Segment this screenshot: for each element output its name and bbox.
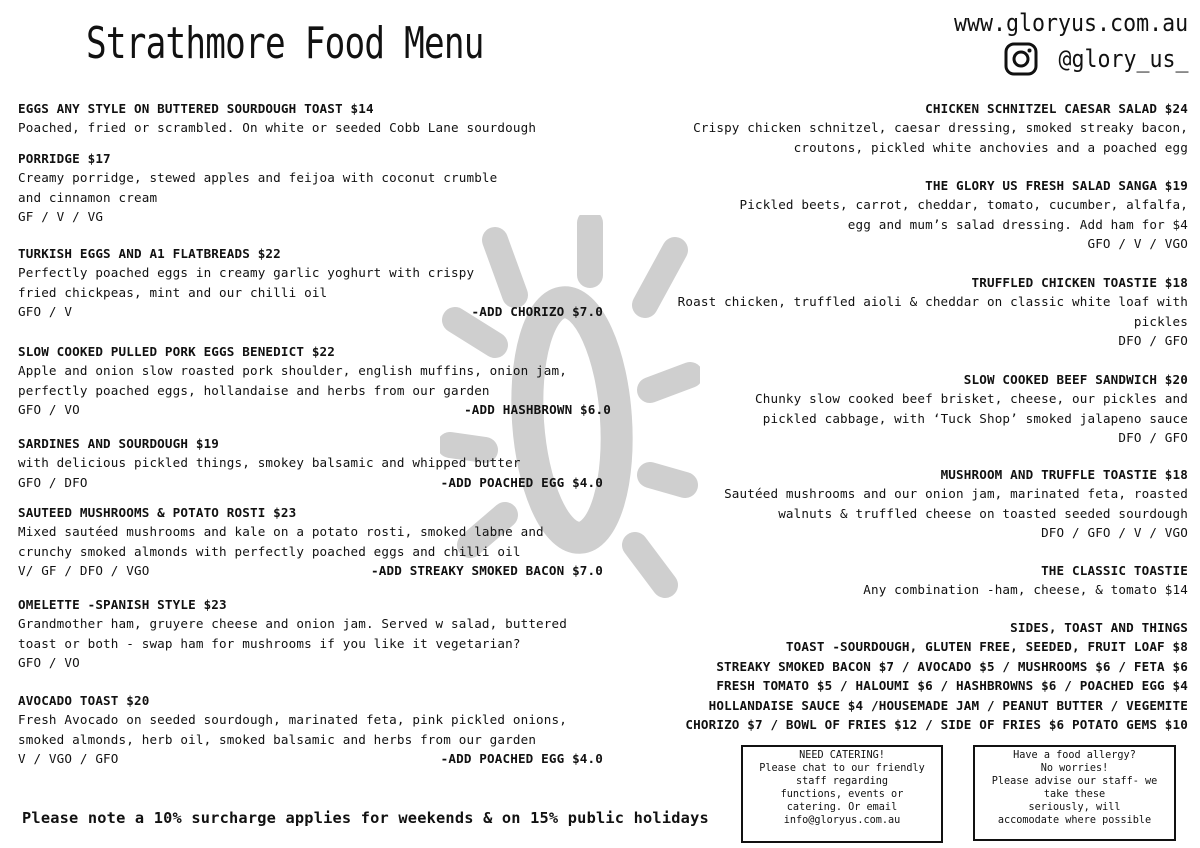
instagram-icon [1004, 42, 1038, 76]
menu-item-description: Chunky slow cooked beef brisket, cheese, our pickles and pickled cabbage, with ‘Tuck Shop’ smoked jalapeno sauce [755, 391, 1188, 426]
menu-item [18, 342, 613, 420]
menu-item [18, 99, 613, 138]
dietary-tags: GFO / DFO [18, 474, 88, 490]
sides-title: SIDES, TOAST AND THINGS [1010, 620, 1188, 635]
menu-item-title: CHICKEN SCHNITZEL CAESAR SALAD $24 [925, 101, 1188, 116]
menu-item-description: Sautéed mushrooms and our onion jam, marinated feta, roasted walnuts & truffled cheese on toasted seeded sourdough [724, 486, 1188, 521]
surcharge-note: Please note a 10% surcharge applies for weekends & on 15% public holidays [22, 809, 709, 827]
page-title: Strathmore Food Menu [86, 18, 484, 69]
sides-line: HOLLANDAISE SAUCE $4 /HOUSEMADE JAM / PEANUT BUTTER / VEGEMITE [708, 697, 1188, 713]
dietary-tags: V / VGO / GFO [18, 751, 119, 767]
sides-line: TOAST -SOURDOUGH, GLUTEN FREE, SEEDED, FRUIT LOAF $8 [785, 639, 1188, 655]
allergy-line: take these [1043, 789, 1106, 801]
sides-line: STREAKY SMOKED BACON $7 / AVOCADO $5 / MUSHROOMS $6 / FETA $6 [716, 658, 1188, 674]
addon-option: -ADD STREAKY SMOKED BACON $7.0 [371, 563, 603, 579]
menu-item-title: AVOCADO TOAST $20 [18, 693, 150, 708]
catering-line: functions, events or [780, 789, 904, 801]
menu-item-description: Creamy porridge, stewed apples and feijoa with coconut crumble and cinnamon cream [18, 170, 498, 205]
dietary-tags: GFO / V / VGO [1087, 236, 1188, 252]
addon-option: -ADD CHORIZO $7.0 [471, 304, 603, 320]
menu-item [623, 99, 1188, 157]
menu-item [623, 561, 1188, 600]
dietary-tags: GF / V / VG [18, 209, 104, 225]
menu-item-description: with delicious pickled things, smokey balsamic and whipped butter [18, 455, 521, 471]
menu-item [18, 244, 613, 322]
menu-item-description: Fresh Avocado on seeded sourdough, marinated feta, pink pickled onions, smoked almonds, herb oil, smoked balsamic and herbs from our garden [18, 712, 567, 747]
menu-item-description: Mixed sautéed mushrooms and kale on a potato rosti, smoked labne and crunchy smoked almonds with perfectly poached eggs and chilli oil [18, 524, 544, 559]
allergy-line: seriously, will [1028, 802, 1121, 814]
menu-item [18, 503, 613, 581]
menu-item [623, 273, 1188, 351]
menu-item-description: Grandmother ham, gruyere cheese and onion jam. Served w salad, buttered toast or both - swap ham for mushrooms if you like it vegetarian? [18, 616, 567, 651]
allergy-line: No worries! [1040, 763, 1109, 775]
dietary-tags: GFO / V [18, 304, 73, 320]
allergy-line: accomodate where possible [997, 815, 1152, 827]
menu-item [18, 691, 613, 769]
menu-item-title: PORRIDGE $17 [18, 151, 111, 166]
allergy-line: Have a food allergy? [1013, 750, 1136, 761]
menu-item-title: SARDINES AND SOURDOUGH $19 [18, 436, 220, 451]
menu-item-title: SLOW COOKED BEEF SANDWICH $20 [963, 372, 1188, 387]
menu-item-title: MUSHROOM AND TRUFFLE TOASTIE $18 [940, 467, 1188, 482]
dietary-tags: GFO / VO [18, 402, 80, 418]
catering-line: Please chat to our friendly [759, 763, 925, 775]
allergy-notice [973, 745, 1176, 841]
menu-item [623, 370, 1188, 448]
menu-item-title: OMELETTE -SPANISH STYLE $23 [18, 597, 227, 612]
menu-item-title: TURKISH EGGS AND A1 FLATBREADS $22 [18, 246, 281, 261]
sides-section [623, 618, 1188, 734]
addon-option: -ADD POACHED EGG $4.0 [440, 751, 603, 767]
menu-item-description: Roast chicken, truffled aioli & cheddar on classic white loaf with pickles [677, 294, 1188, 329]
sides-line: CHORIZO $7 / BOWL OF FRIES $12 / SIDE OF FRIES $6 POTATO GEMS $10 [685, 717, 1188, 733]
menu-item [18, 434, 613, 492]
dietary-tags: DFO / GFO [1118, 333, 1188, 349]
menu-item-title: THE GLORY US FRESH SALAD SANGA $19 [925, 178, 1188, 193]
menu-item-title: SAUTEED MUSHROOMS & POTATO ROSTI $23 [18, 505, 297, 520]
instagram-link[interactable] [1004, 42, 1189, 76]
menu-item [623, 176, 1188, 254]
dietary-tags: V/ GF / DFO / VGO [18, 563, 150, 579]
menu-item-description: Apple and onion slow roasted pork shoulder, english muffins, onion jam, perfectly poached eggs, hollandaise and herbs from our garden [18, 363, 567, 398]
menu-item-title: TRUFFLED CHICKEN TOASTIE $18 [971, 275, 1188, 290]
menu-item-description: Any combination -ham, cheese, & tomato $14 [863, 582, 1188, 598]
sides-line: FRESH TOMATO $5 / HALOUMI $6 / HASHBROWNS $6 / POACHED EGG $4 [716, 678, 1188, 694]
menu-item-title: THE CLASSIC TOASTIE [1041, 563, 1188, 578]
addon-option: -ADD HASHBROWN $6.0 [464, 402, 611, 418]
catering-notice [741, 745, 943, 843]
menu-item-description: Perfectly poached eggs in creamy garlic yoghurt with crispy fried chickpeas, mint and our chilli oil [18, 265, 475, 300]
menu-item-description: Pickled beets, carrot, cheddar, tomato, cucumber, alfalfa, egg and mum’s salad dressing. Add ham for $4 [739, 197, 1188, 232]
menu-item [623, 465, 1188, 543]
allergy-line: Please advise our staff- we [991, 776, 1158, 788]
website-link[interactable]: www.gloryus.com.au [953, 9, 1188, 37]
menu-item [18, 595, 613, 673]
catering-line: NEED CATERING! [799, 750, 885, 761]
menu-item-description: Crispy chicken schnitzel, caesar dressing, smoked streaky bacon, croutons, pickled white anchovies and a poached egg [693, 120, 1188, 155]
dietary-tags: DFO / GFO / V / VGO [1041, 525, 1188, 541]
menu-item-title: SLOW COOKED PULLED PORK EGGS BENEDICT $22 [18, 344, 336, 359]
dietary-tags: GFO / VO [18, 655, 80, 671]
catering-line: catering. Or email [786, 802, 898, 814]
catering-email[interactable]: info@gloryus.com.au [783, 815, 901, 827]
catering-line: staff regarding [795, 776, 888, 788]
addon-option: -ADD POACHED EGG $4.0 [440, 474, 603, 490]
menu-item [18, 149, 613, 227]
instagram-handle: @glory_us_ [1057, 45, 1188, 73]
dietary-tags: DFO / GFO [1118, 430, 1188, 446]
menu-item-title: EGGS ANY STYLE ON BUTTERED SOURDOUGH TOAST $14 [18, 101, 374, 116]
menu-item-description: Poached, fried or scrambled. On white or seeded Cobb Lane sourdough [18, 120, 537, 136]
